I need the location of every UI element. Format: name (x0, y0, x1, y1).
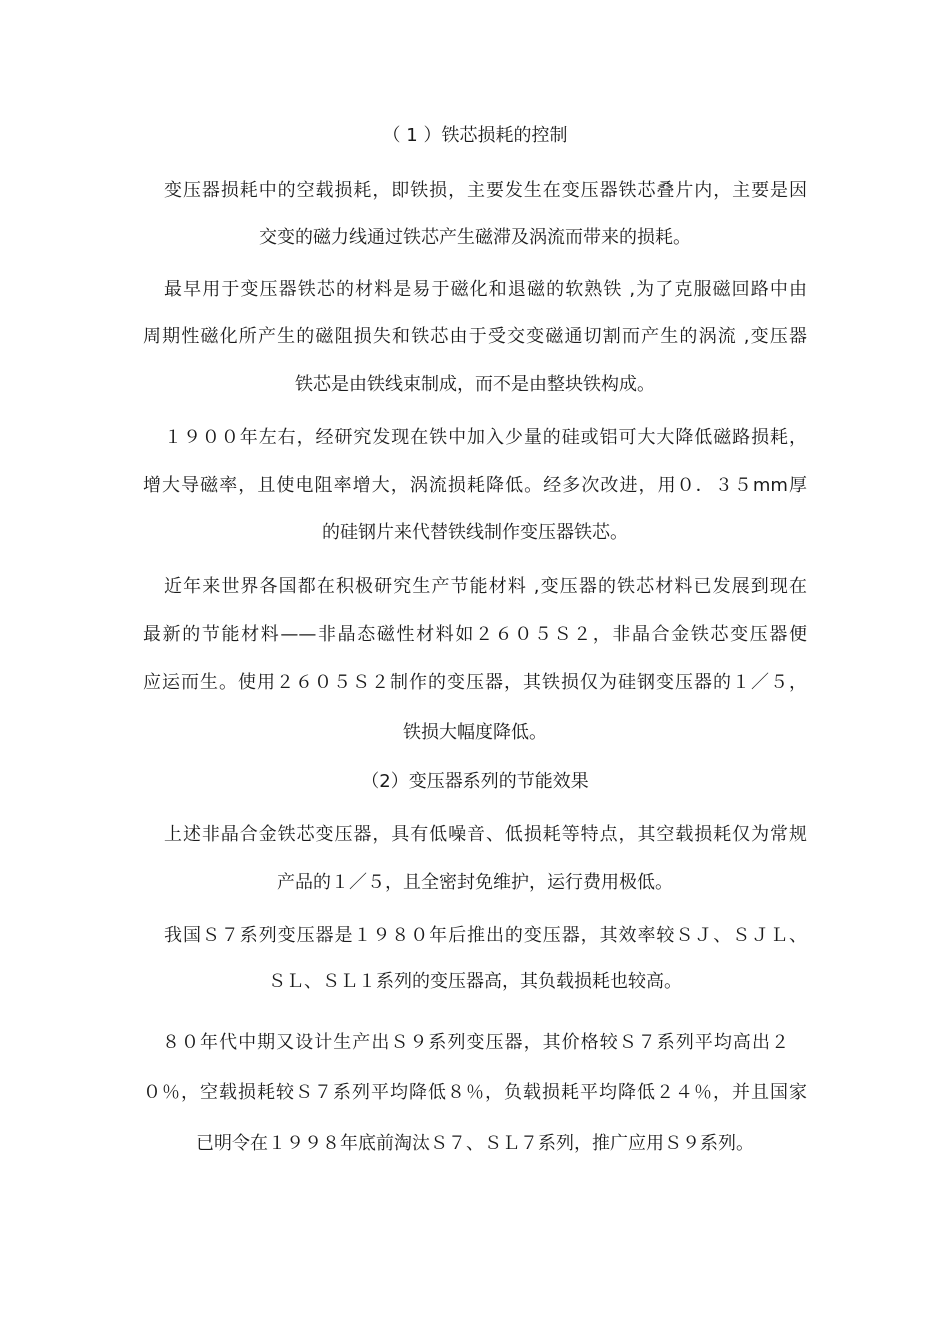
paragraph-4-line-3: 应运而生。使用２６０５Ｓ２制作的变压器，其铁损仅为硅钢变压器的１／５， (143, 672, 807, 693)
paragraph-7-line-3: 已明令在１９９８年底前淘汰Ｓ７、ＳＬ７系列，推广应用Ｓ９系列。 (196, 1133, 754, 1154)
paragraph-3-line-3: 的硅钢片来代替铁线制作变压器铁芯。 (322, 522, 628, 543)
section-2-heading: （2）变压器系列的节能效果 (361, 771, 589, 792)
paragraph-5-line-2: 产品的１／５，且全密封免维护，运行费用极低。 (277, 872, 673, 893)
paragraph-6-line-2: ＳＬ、ＳＬ１系列的变压器高，其负载损耗也较高。 (268, 971, 682, 992)
paragraph-4-line-4: 铁损大幅度降低。 (403, 722, 547, 743)
paragraph-3-line-1: １９００年左右，经研究发现在铁中加入少量的硅或铝可大大降低磁路损耗， (164, 427, 807, 448)
paragraph-7-line-2: ０％，空载损耗较Ｓ７系列平均降低８％，负载损耗平均降低２４％，并且国家 (143, 1082, 807, 1103)
paragraph-4-line-2: 最新的节能材料——非晶态磁性材料如２６０５Ｓ２，非晶合金铁芯变压器便 (143, 624, 807, 645)
paragraph-3-line-2: 增大导磁率，且使电阻率增大，涡流损耗降低。经多次改进，用０．３５mm厚 (143, 475, 807, 496)
paragraph-2-line-1: 最早用于变压器铁芯的材料是易于磁化和退磁的软熟铁 ,为了克服磁回路中由 (164, 279, 807, 300)
paragraph-1-line-1: 变压器损耗中的空载损耗，即铁损，主要发生在变压器铁芯叠片内，主要是因 (164, 180, 807, 201)
paragraph-2-line-2: 周期性磁化所产生的磁阻损失和铁芯由于受交变磁通切割而产生的涡流 ,变压器 (143, 326, 807, 347)
section-1-heading: （ 1 ）铁芯损耗的控制 (382, 125, 568, 146)
paragraph-1-line-2: 交变的磁力线通过铁芯产生磁滞及涡流而带来的损耗。 (259, 227, 691, 248)
paragraph-6-line-1: 我国Ｓ７系列变压器是１９８０年后推出的变压器，其效率较ＳＪ、ＳＪＬ、 (164, 925, 807, 946)
paragraph-4-line-1: 近年来世界各国都在积极研究生产节能材料 ,变压器的铁芯材料已发展到现在 (164, 576, 807, 597)
paragraph-2-line-3: 铁芯是由铁线束制成，而不是由整块铁构成。 (295, 374, 655, 395)
paragraph-5-line-1: 上述非晶合金铁芯变压器，具有低噪音、低损耗等特点，其空载损耗仅为常规 (164, 824, 807, 845)
paragraph-7-line-1: ８０年代中期又设计生产出Ｓ９系列变压器，其价格较Ｓ７系列平均高出２ (162, 1032, 789, 1053)
